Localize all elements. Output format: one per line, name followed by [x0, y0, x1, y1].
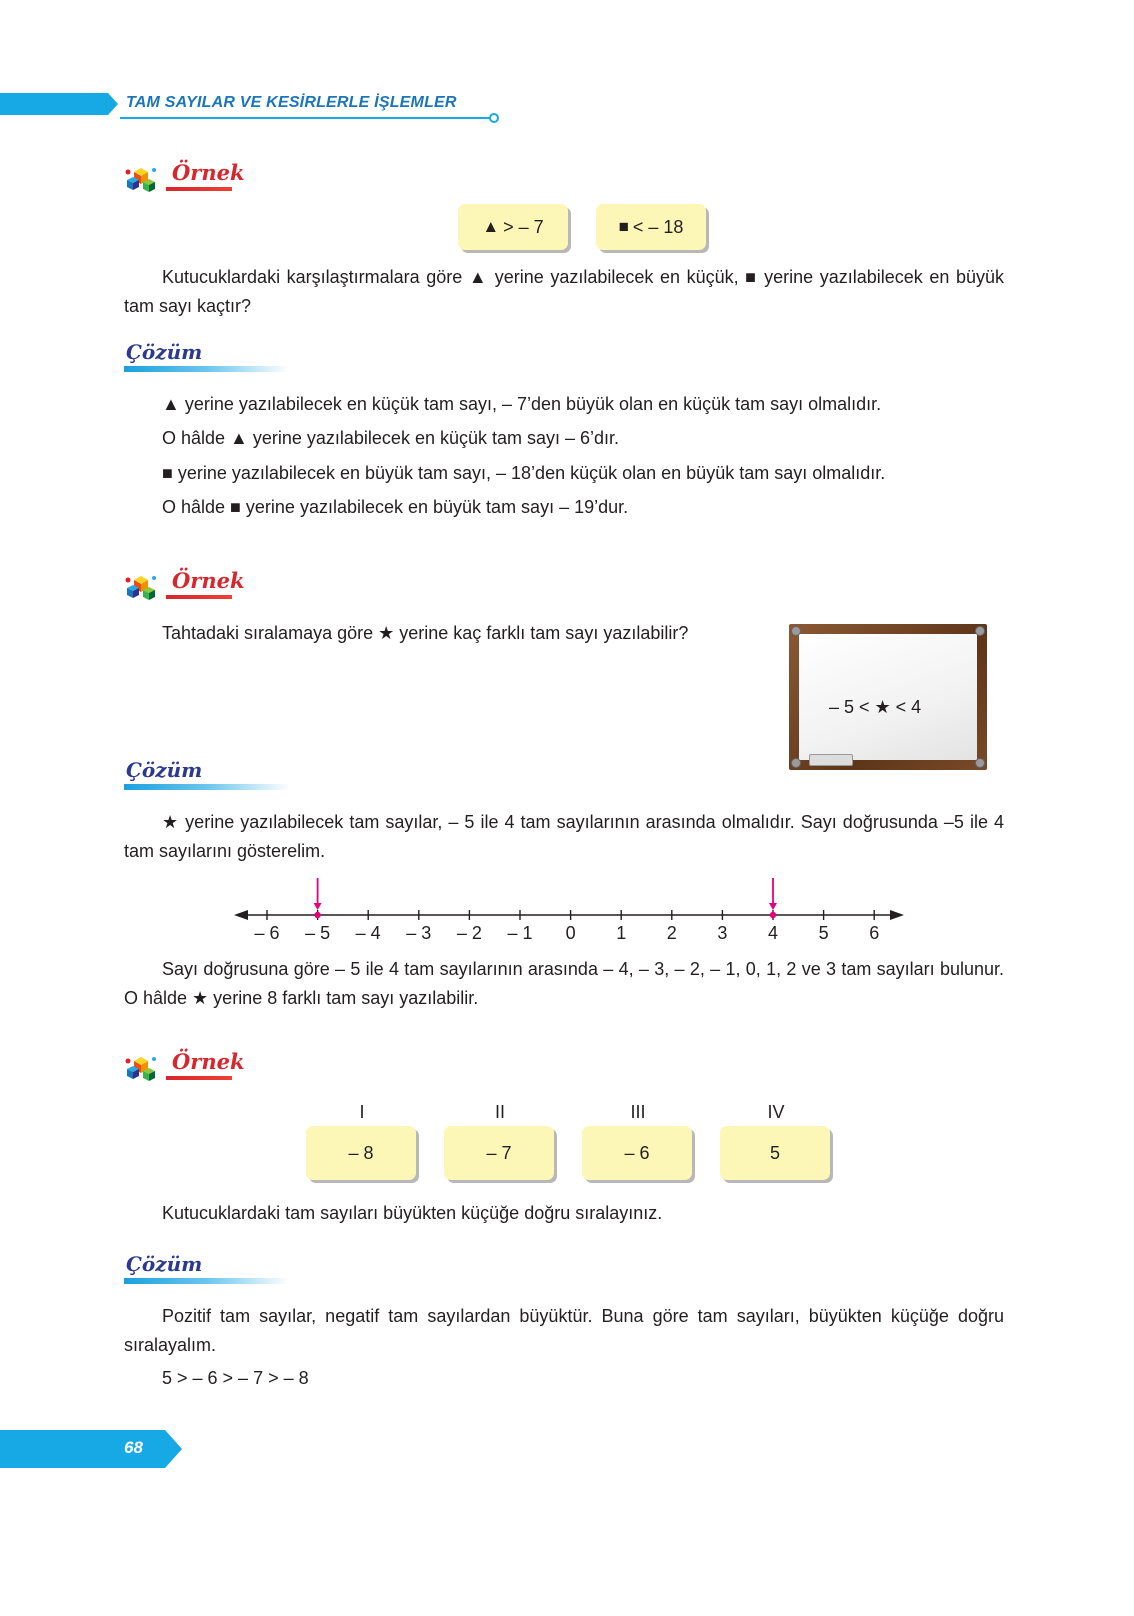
screw-icon [975, 626, 985, 636]
marked-point [770, 912, 776, 918]
tick-label: 3 [717, 923, 728, 943]
comparison-text: > – 7 [503, 216, 544, 237]
integer-value: – 8 [348, 1142, 374, 1163]
number-line [230, 872, 910, 948]
ornek-heading-1 [124, 160, 245, 196]
ornek-underline [166, 595, 232, 599]
tick-label: – 5 [305, 923, 331, 943]
whiteboard-surface [799, 634, 977, 760]
header-bar [0, 93, 118, 115]
arrow-right-icon [890, 910, 904, 920]
cozum-heading-3 [124, 1254, 294, 1284]
tick-label: – 6 [254, 923, 280, 943]
integer-value: – 7 [486, 1142, 512, 1163]
solution-text: ★ yerine yazılabilecek tam sayılar, – 5 ile 4 tam sayılarının arasında olmalıdır. Sayı doğrusunda –5 ile 4 tam sayılarını gösterelim. [124, 812, 1004, 861]
integer-box-2 [444, 1126, 554, 1180]
solution-text: Pozitif tam sayılar, negatif tam sayılardan büyüktür. Buna göre tam sayıları, büyükten küçüğe doğru sıralayalım. [124, 1306, 1004, 1355]
whiteboard [789, 624, 987, 770]
question-text: Kutucuklardaki tam sayıları büyükten küçüğe doğru sıralayınız. [162, 1203, 663, 1223]
tick-label: 0 [565, 923, 576, 943]
tick-label: 1 [616, 923, 627, 943]
cozum-underline [124, 366, 290, 372]
cozum-label: Çözüm [126, 340, 203, 364]
tick-label: 5 [818, 923, 829, 943]
page-number-bar [0, 1430, 182, 1468]
solution-text: Sayı doğrusuna göre – 5 ile 4 tam sayılarının arasında – 4, – 3, – 2, – 1, 0, 1, 2 ve 3 tam sayıları bulunur. O hâlde ★ yerine 8 farklı tam sayı yazılabilir. [124, 959, 1004, 1008]
roman-label-1: I [359, 1102, 365, 1122]
roman-label-4: IV [767, 1102, 785, 1122]
question-text: Tahtadaki sıralamaya göre ★ yerine kaç farklı tam sayı yazılabilir? [162, 623, 689, 643]
arrow-left-icon [234, 910, 248, 920]
cubes-icon [124, 164, 158, 194]
integer-box-4 [720, 1126, 830, 1180]
cozum-label: Çözüm [126, 758, 203, 782]
header-underline [120, 117, 492, 119]
comparison-box-square [596, 204, 706, 250]
ornek-label: Örnek [172, 568, 245, 593]
cozum-heading-2 [124, 760, 294, 790]
ordering-result: 5 > – 6 > – 7 > – 8 [162, 1368, 309, 1388]
integer-box-3 [582, 1126, 692, 1180]
comparison-text: < – 18 [632, 216, 684, 237]
chapter-title: TAM SAYILAR VE KESİRLERLE İŞLEMLER [126, 94, 457, 111]
cozum-underline [124, 784, 290, 790]
marked-point [314, 912, 320, 918]
roman-label-3: III [630, 1102, 646, 1122]
ornek-underline [166, 1076, 232, 1080]
roman-label-2: II [494, 1102, 505, 1122]
tick-label: 2 [666, 923, 677, 943]
triangle-icon: ▲ [482, 217, 500, 236]
marker-arrow-head [314, 903, 322, 910]
solution-line: ▲ yerine yazılabilecek en küçük tam sayı, – 7’den büyük olan en küçük tam sayı olmalıdır. [162, 394, 882, 414]
tick-label: – 1 [507, 923, 533, 943]
header-line-end-dot [489, 113, 499, 123]
comparison-box-triangle [458, 204, 568, 250]
integer-box-1 [306, 1126, 416, 1180]
integer-value: 5 [769, 1142, 780, 1163]
screw-icon [791, 758, 801, 768]
square-icon: ■ [618, 217, 629, 236]
cozum-heading-1 [124, 342, 294, 372]
marker-arrow-head [769, 903, 777, 910]
integer-value: – 6 [624, 1142, 650, 1163]
tick-label: 6 [869, 923, 880, 943]
cozum-label: Çözüm [126, 1252, 203, 1276]
solution-line: O hâlde ▲ yerine yazılabilecek en küçük tam sayı – 6’dır. [162, 428, 620, 448]
screw-icon [791, 626, 801, 636]
tick-label: – 4 [355, 923, 381, 943]
ornek-heading-2 [124, 568, 245, 604]
tick-label: – 2 [456, 923, 482, 943]
solution-line: ■ yerine yazılabilecek en büyük tam sayı, – 18’den küçük olan en büyük tam sayı olmalıdır. [162, 463, 886, 483]
ornek-underline [166, 187, 232, 191]
cozum-underline [124, 1278, 290, 1284]
ornek-label: Örnek [172, 160, 245, 185]
cubes-icon [124, 572, 158, 602]
cubes-icon [124, 1053, 158, 1083]
page-number: 68 [124, 1438, 143, 1457]
tick-label: – 3 [406, 923, 432, 943]
board-inequality: – 5 < ★ < 4 [829, 697, 922, 717]
solution-line: O hâlde ■ yerine yazılabilecek en büyük tam sayı – 19’dur. [162, 497, 629, 517]
tick-label: 4 [767, 923, 779, 943]
ornek-heading-3 [124, 1049, 245, 1085]
eraser-icon [809, 754, 853, 766]
screw-icon [975, 758, 985, 768]
ornek-label: Örnek [172, 1049, 245, 1074]
question-text: Kutucuklardaki karşılaştırmalara göre ▲ yerine yazılabilecek en küçük, ■ yerine yazılabilecek en büyük tam sayı kaçtır? [124, 267, 1004, 316]
